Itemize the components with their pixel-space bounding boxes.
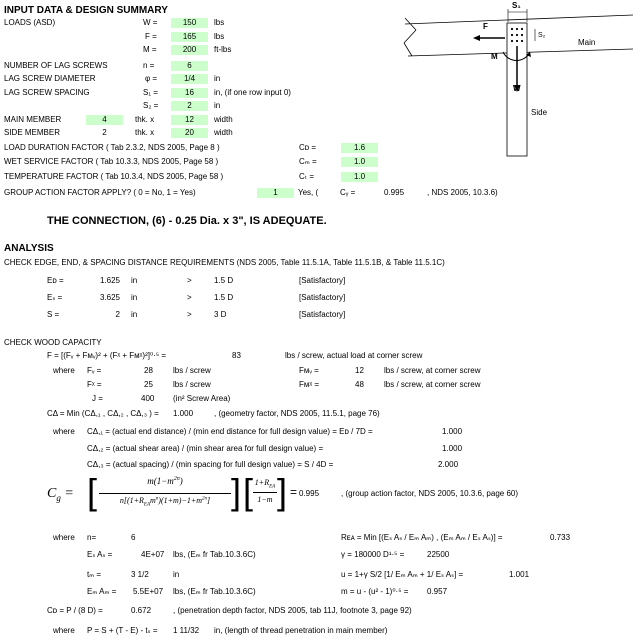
- edge-check-title: CHECK EDGE, END, & SPACING DISTANCE REQUIREMENTS (NDS 2005, Table 11.5.1A, Table 11.5.1B, & Table 11.5.1C): [4, 258, 445, 267]
- cg-formula-equals: =: [290, 485, 298, 499]
- where-label-3: where: [53, 533, 75, 542]
- cdelta1-value: 1.000: [442, 427, 463, 436]
- cg-reference: , NDS 2005, 10.3.6): [427, 188, 498, 197]
- s2-symbol: S₂ =: [143, 101, 159, 110]
- edge-es-status: [Satisfactory]: [299, 293, 346, 302]
- diagram-w-label: W: [513, 84, 521, 93]
- edge-ed-symbol: Eᴅ =: [47, 276, 64, 285]
- conclusion-text: THE CONNECTION, (6) - 0.25 Dia. x 3", IS ADEQUATE.: [47, 215, 327, 227]
- loads-label: LOADS (ASD): [4, 18, 56, 27]
- j-unit: (in² Screw Area): [173, 394, 231, 403]
- main-member-label: MAIN MEMBER: [4, 115, 62, 124]
- fmv-value: 12: [355, 366, 364, 375]
- w-input[interactable]: 150: [171, 18, 208, 28]
- f-unit: lbs: [214, 32, 225, 41]
- tm-value: 3 1/2: [131, 570, 149, 579]
- fv-value: 28: [144, 366, 153, 375]
- wet-service-label: WET SERVICE FACTOR ( Tab 10.3.3, NDS 2005, Page 58 ): [4, 157, 219, 166]
- tm-unit: in: [173, 570, 180, 579]
- edge-ed-required: 1.5 D: [214, 276, 234, 285]
- num-screws-symbol: n =: [143, 61, 155, 70]
- p-description: in, (length of thread penetration in main member): [214, 626, 388, 635]
- cdelta2-value: 1.000: [442, 444, 463, 453]
- esas-unit: lbs, (Eₘ fr Tab.10.3.6C): [173, 550, 256, 559]
- where-label-1: where: [53, 366, 75, 375]
- wood-capacity-title: CHECK WOOD CAPACITY: [4, 338, 102, 347]
- n-value: 6: [131, 533, 136, 542]
- main-width-unit: width: [214, 115, 233, 124]
- m-input[interactable]: 200: [171, 45, 208, 55]
- ct-input[interactable]: 1.0: [341, 172, 378, 182]
- cd-input[interactable]: 1.6: [341, 143, 378, 153]
- side-thk-x: thk. x: [135, 128, 155, 137]
- cg-formula-description: , (group action factor, NDS 2005, 10.3.6, page 60): [341, 489, 518, 498]
- s1-symbol: S₁ =: [143, 88, 158, 97]
- f-result: 83: [232, 351, 241, 360]
- group-action-formula: $C_g$ = [ $m(1-m^{2n})$ $n[(1+R_{EA}m^n)(1+m)-1+m^{2n}]$ ] [ $1+R_{EA}$ 1−m ]: [47, 471, 288, 512]
- cdelta3-equation: CΔ,₃ = (actual spacing) / (min spacing for full design value) = S / 4D =: [87, 460, 334, 469]
- num-screws-input[interactable]: 6: [171, 61, 208, 71]
- group-action-label: GROUP ACTION FACTOR APPLY? ( 0 = No, 1 = Yes): [4, 188, 196, 197]
- section-title: INPUT DATA & DESIGN SUMMARY: [4, 5, 168, 16]
- rea-value: 0.733: [550, 533, 571, 542]
- cm-input[interactable]: 1.0: [341, 157, 378, 167]
- cg-value: 0.995: [384, 188, 405, 197]
- ct-symbol: Cₜ =: [299, 172, 315, 181]
- f-symbol: F =: [145, 32, 157, 41]
- side-width-input[interactable]: 20: [171, 128, 208, 138]
- cg-symbol: Cᵧ =: [340, 188, 356, 197]
- fmw-unit: lbs / screw, at corner screw: [384, 380, 481, 389]
- w-unit: lbs: [214, 18, 225, 27]
- screw-diameter-label: LAG SCREW DIAMETER: [4, 74, 96, 83]
- cdelta-description: , (geometry factor, NDS 2005, 11.5.1, page 76): [214, 409, 380, 418]
- diagram-side-label: Side: [531, 108, 548, 117]
- gamma-equation: γ = 180000 D¹·⁵ =: [341, 550, 405, 559]
- edge-es-required: 1.5 D: [214, 293, 234, 302]
- cdelta-value: 1.000: [173, 409, 194, 418]
- edge-es-value: 3.625: [99, 293, 120, 302]
- rea-equation: Rᴇᴀ = Min [(Eₛ Aₛ / Eₘ Aₘ) , (Eₘ Aₘ / Eₛ Aₛ)] =: [341, 533, 503, 542]
- cdp-equation: Cᴅ = P / (8 D) =: [47, 606, 103, 615]
- side-width-unit: width: [214, 128, 233, 137]
- screw-diameter-unit: in: [214, 74, 221, 83]
- cdp-value: 0.672: [131, 606, 152, 615]
- j-value: 400: [141, 394, 155, 403]
- cd-symbol: Cᴅ =: [299, 143, 317, 152]
- fmv-symbol: Fᴍᵥ =: [299, 366, 319, 375]
- group-action-input[interactable]: 1: [257, 188, 294, 198]
- emam-value: 5.5E+07: [133, 587, 164, 596]
- cdelta1-equation: CΔ,₁ = (actual end distance) / (min end distance for full design value) = Eᴅ / 7D =: [87, 427, 373, 436]
- main-thk-input[interactable]: 4: [86, 115, 123, 125]
- u-value: 1.001: [509, 570, 530, 579]
- diagram-s1-label: S₁: [512, 1, 521, 10]
- m-value: 0.957: [427, 587, 448, 596]
- esas-symbol: Eₛ Aₛ =: [87, 550, 113, 559]
- edge-s-symbol: S =: [47, 310, 60, 319]
- w-symbol: W =: [143, 18, 158, 27]
- screw-diameter-input[interactable]: 1/4: [171, 74, 208, 84]
- emam-unit: lbs, (Eₘ fr Tab.10.3.6C): [173, 587, 256, 596]
- diagram-f-label: F: [483, 22, 488, 31]
- edge-s-status: [Satisfactory]: [299, 310, 346, 319]
- temperature-label: TEMPERATURE FACTOR ( Tab 10.3.4, NDS 2005, Page 58 ): [4, 172, 224, 181]
- edge-es-compare: >: [187, 293, 192, 302]
- gamma-value: 22500: [427, 550, 450, 559]
- main-width-input[interactable]: 12: [171, 115, 208, 125]
- edge-es-symbol: Eₛ =: [47, 293, 63, 302]
- m-unit: ft-lbs: [214, 45, 232, 54]
- edge-ed-value: 1.625: [99, 276, 120, 285]
- edge-s-value: 2: [115, 310, 120, 319]
- fw-symbol: Fᵡ =: [87, 380, 102, 389]
- edge-s-compare: >: [187, 310, 192, 319]
- n-symbol: n=: [87, 533, 97, 542]
- s1-input[interactable]: 16: [171, 88, 208, 98]
- side-thk-value: 2: [102, 128, 107, 137]
- f-equation: F = [(Fᵥ + Fᴍᵥ)² + (Fᵡ + Fᴍᵡ)²]⁰·⁵ =: [47, 351, 167, 360]
- screw-diameter-symbol: φ =: [145, 74, 158, 83]
- m-equation: m = u - (u² - 1)⁰·⁵ =: [341, 587, 409, 596]
- fw-unit: lbs / screw: [173, 380, 211, 389]
- m-symbol: M =: [143, 45, 157, 54]
- edge-ed-status: [Satisfactory]: [299, 276, 346, 285]
- emam-symbol: Eₘ Aₘ =: [87, 587, 117, 596]
- p-value: 1 11/32: [173, 626, 200, 635]
- num-screws-label: NUMBER OF LAG SCREWS: [4, 61, 108, 70]
- diagram-main-label: Main: [578, 38, 596, 47]
- tm-symbol: tₘ =: [87, 570, 102, 579]
- cg-formula-result: 0.995: [299, 489, 320, 498]
- f-description: lbs / screw, actual load at corner screw: [285, 351, 423, 360]
- edge-es-unit: in: [131, 293, 138, 302]
- s2-unit: in: [214, 101, 221, 110]
- edge-s-unit: in: [131, 310, 138, 319]
- fv-symbol: Fᵥ =: [87, 366, 102, 375]
- s2-input[interactable]: 2: [171, 101, 208, 111]
- cdelta-equation: CΔ = Min (CΔ,₁ , CΔ,₂ , CΔ,₃ ) =: [47, 409, 159, 418]
- side-member-label: SIDE MEMBER: [4, 128, 61, 137]
- edge-ed-compare: >: [187, 276, 192, 285]
- u-equation: u = 1+γ S/2 [1/ Eₘ Aₘ + 1/ Eₛ Aₛ] =: [341, 570, 464, 579]
- load-duration-label: LOAD DURATION FACTOR ( Tab 2.3.2, NDS 2005, Page 8 ): [4, 143, 220, 152]
- diagram-s2-label: S₂: [538, 32, 546, 39]
- f-input[interactable]: 165: [171, 32, 208, 42]
- cm-symbol: Cₘ =: [299, 157, 317, 166]
- main-thk-x: thk. x: [135, 115, 155, 124]
- where-label-4: where: [53, 626, 75, 635]
- screw-spacing-label: LAG SCREW SPACING: [4, 88, 90, 97]
- edge-ed-unit: in: [131, 276, 138, 285]
- analysis-title: ANALYSIS: [4, 243, 54, 254]
- fmw-symbol: Fᴍᵡ =: [299, 380, 320, 389]
- cdelta2-equation: CΔ,₂ = (actual shear area) / (min shear area for full design value) =: [87, 444, 324, 453]
- diagram-m-label: M: [491, 52, 498, 61]
- fmw-value: 48: [355, 380, 364, 389]
- where-label-2: where: [53, 427, 75, 436]
- p-equation: P = S + (T - E) - tₛ =: [87, 626, 158, 635]
- fv-unit: lbs / screw: [173, 366, 211, 375]
- cdelta3-value: 2.000: [438, 460, 459, 469]
- j-symbol: J =: [92, 394, 103, 403]
- fw-value: 25: [144, 380, 153, 389]
- esas-value: 4E+07: [141, 550, 165, 559]
- cdp-description: , (penetration depth factor, NDS 2005, tab 11J, footnote 3, page 92): [173, 606, 412, 615]
- edge-s-required: 3 D: [214, 310, 227, 319]
- s1-unit: in, (if one row input 0): [214, 88, 291, 97]
- fmv-unit: lbs / screw, at corner screw: [384, 366, 481, 375]
- group-yes-text: Yes, (: [298, 188, 319, 197]
